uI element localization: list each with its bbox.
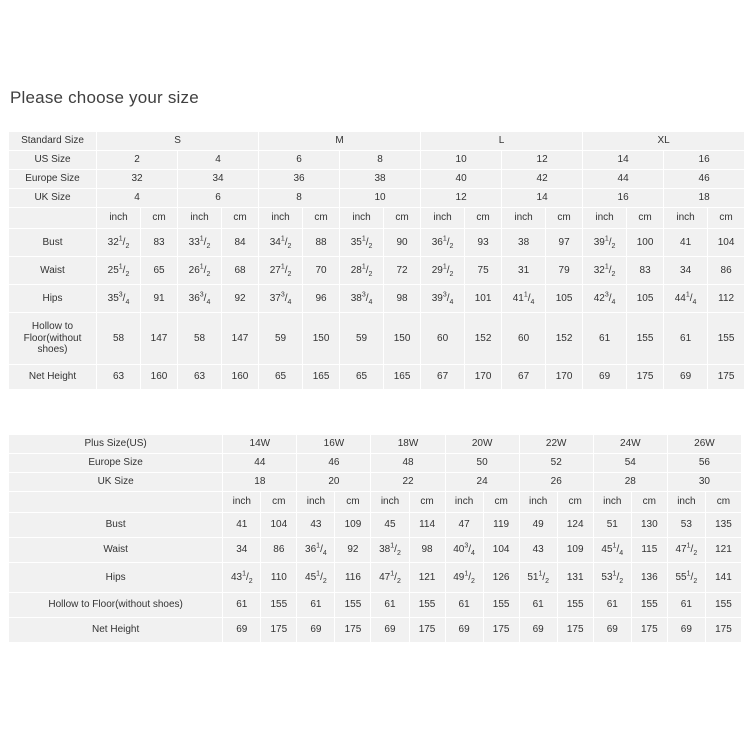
table-row <box>9 208 745 229</box>
waist-inch-cell: $25^1/_2$ <box>97 257 141 285</box>
plus-size-cell: 14W <box>223 435 297 454</box>
hollow-inch-cell: 58 <box>97 313 141 365</box>
bust-cm-cell: 84 <box>222 229 259 257</box>
net-height-inch-cell: 69 <box>667 618 705 643</box>
bust-cm-cell: 90 <box>384 229 421 257</box>
table-row <box>9 229 745 257</box>
table-row <box>9 170 745 189</box>
table-row <box>9 563 742 593</box>
unit-cell: cm <box>546 208 583 229</box>
uk-size-cell: 22 <box>371 473 445 492</box>
unit-cell: cm <box>631 492 667 513</box>
row-label-uk-size: UK Size <box>9 473 223 492</box>
unit-cell: inch <box>502 208 546 229</box>
europe-size-cell: 44 <box>583 170 664 189</box>
row-label-europe-size: Europe Size <box>9 170 97 189</box>
hips-inch-cell: $43^1/_2$ <box>223 563 261 593</box>
row-label-hollow-to-floor: Hollow to Floor(without shoes) <box>9 313 97 365</box>
net-height-cm-cell: 160 <box>141 365 178 390</box>
unit-cell: inch <box>297 492 335 513</box>
unit-cell: inch <box>519 492 557 513</box>
unit-cell: inch <box>445 492 483 513</box>
table-row <box>9 365 745 390</box>
bust-inch-cell: 45 <box>371 513 409 538</box>
hips-inch-cell: $36^3/_4$ <box>178 285 222 313</box>
row-label-hollow-to-floor: Hollow to Floor(without shoes) <box>9 593 223 618</box>
row-label-standard-size: Standard Size <box>9 132 97 151</box>
uk-size-cell: 30 <box>667 473 741 492</box>
uk-size-cell: 18 <box>664 189 745 208</box>
waist-inch-cell: $40^3/_4$ <box>445 538 483 563</box>
bust-inch-cell: 41 <box>664 229 708 257</box>
net-height-cm-cell: 175 <box>708 365 745 390</box>
net-height-cm-cell: 170 <box>465 365 502 390</box>
net-height-inch-cell: 65 <box>340 365 384 390</box>
waist-cm-cell: 115 <box>631 538 667 563</box>
us-size-cell: 14 <box>583 151 664 170</box>
table-row <box>9 285 745 313</box>
hips-cm-cell: 105 <box>546 285 583 313</box>
uk-size-cell: 16 <box>583 189 664 208</box>
europe-size-cell: 42 <box>502 170 583 189</box>
europe-size-cell: 38 <box>340 170 421 189</box>
hips-cm-cell: 92 <box>222 285 259 313</box>
plus-size-cell: 26W <box>667 435 741 454</box>
hips-cm-cell: 112 <box>708 285 745 313</box>
row-label-net-height: Net Height <box>9 618 223 643</box>
size-group-xl: XL <box>583 132 745 151</box>
net-height-cm-cell: 175 <box>627 365 664 390</box>
hollow-inch-cell: 61 <box>664 313 708 365</box>
net-height-cm-cell: 165 <box>303 365 340 390</box>
hips-inch-cell: $37^3/_4$ <box>259 285 303 313</box>
hollow-cm-cell: 155 <box>557 593 593 618</box>
unit-cell: cm <box>409 492 445 513</box>
uk-size-cell: 14 <box>502 189 583 208</box>
hips-inch-cell: $44^1/_4$ <box>664 285 708 313</box>
bust-cm-cell: 88 <box>303 229 340 257</box>
waist-inch-cell: 31 <box>502 257 546 285</box>
net-height-inch-cell: 63 <box>178 365 222 390</box>
net-height-inch-cell: 69 <box>593 618 631 643</box>
unit-cell: cm <box>384 208 421 229</box>
europe-size-cell: 56 <box>667 454 741 473</box>
waist-cm-cell: 109 <box>557 538 593 563</box>
row-label-net-height: Net Height <box>9 365 97 390</box>
unit-cell: inch <box>223 492 261 513</box>
hollow-inch-cell: 61 <box>593 593 631 618</box>
unit-row-spacer <box>9 208 97 229</box>
waist-cm-cell: 121 <box>705 538 741 563</box>
hollow-inch-cell: 60 <box>502 313 546 365</box>
hollow-inch-cell: 61 <box>297 593 335 618</box>
net-height-cm-cell: 175 <box>483 618 519 643</box>
hips-cm-cell: 136 <box>631 563 667 593</box>
hips-inch-cell: $41^1/_4$ <box>502 285 546 313</box>
table-row <box>9 189 745 208</box>
unit-cell: cm <box>222 208 259 229</box>
table-row <box>9 492 742 513</box>
us-size-cell: 16 <box>664 151 745 170</box>
net-height-inch-cell: 69 <box>445 618 483 643</box>
net-height-inch-cell: 67 <box>421 365 465 390</box>
plus-size-table <box>8 434 742 643</box>
uk-size-cell: 8 <box>259 189 340 208</box>
size-group-m: M <box>259 132 421 151</box>
table-row <box>9 473 742 492</box>
table-row <box>9 538 742 563</box>
hips-inch-cell: $49^1/_2$ <box>445 563 483 593</box>
unit-cell: inch <box>664 208 708 229</box>
waist-inch-cell: $47^1/_2$ <box>667 538 705 563</box>
unit-cell: cm <box>705 492 741 513</box>
waist-inch-cell: $38^1/_2$ <box>371 538 409 563</box>
us-size-cell: 6 <box>259 151 340 170</box>
bust-cm-cell: 135 <box>705 513 741 538</box>
waist-cm-cell: 104 <box>483 538 519 563</box>
unit-cell: inch <box>340 208 384 229</box>
row-label-bust: Bust <box>9 229 97 257</box>
unit-cell: cm <box>141 208 178 229</box>
net-height-inch-cell: 67 <box>502 365 546 390</box>
row-label-bust: Bust <box>9 513 223 538</box>
bust-inch-cell: $33^1/_2$ <box>178 229 222 257</box>
unit-cell: inch <box>583 208 627 229</box>
table-row <box>9 257 745 285</box>
hollow-cm-cell: 155 <box>705 593 741 618</box>
net-height-cm-cell: 175 <box>409 618 445 643</box>
row-label-hips: Hips <box>9 563 223 593</box>
net-height-cm-cell: 175 <box>261 618 297 643</box>
table-row <box>9 132 745 151</box>
waist-cm-cell: 92 <box>335 538 371 563</box>
waist-inch-cell: 34 <box>664 257 708 285</box>
europe-size-cell: 46 <box>664 170 745 189</box>
hollow-cm-cell: 150 <box>303 313 340 365</box>
europe-size-cell: 46 <box>297 454 371 473</box>
waist-cm-cell: 86 <box>708 257 745 285</box>
europe-size-cell: 32 <box>97 170 178 189</box>
bust-inch-cell: 53 <box>667 513 705 538</box>
hollow-cm-cell: 152 <box>546 313 583 365</box>
hips-inch-cell: $51^1/_2$ <box>519 563 557 593</box>
bust-inch-cell: 47 <box>445 513 483 538</box>
unit-row-spacer <box>9 492 223 513</box>
hips-cm-cell: 101 <box>465 285 502 313</box>
hollow-cm-cell: 155 <box>409 593 445 618</box>
europe-size-cell: 54 <box>593 454 667 473</box>
bust-cm-cell: 130 <box>631 513 667 538</box>
us-size-cell: 10 <box>421 151 502 170</box>
bust-inch-cell: 43 <box>297 513 335 538</box>
europe-size-cell: 36 <box>259 170 340 189</box>
bust-cm-cell: 100 <box>627 229 664 257</box>
uk-size-cell: 12 <box>421 189 502 208</box>
net-height-cm-cell: 175 <box>335 618 371 643</box>
bust-inch-cell: 51 <box>593 513 631 538</box>
hips-cm-cell: 141 <box>705 563 741 593</box>
unit-cell: inch <box>667 492 705 513</box>
hips-cm-cell: 126 <box>483 563 519 593</box>
hips-cm-cell: 131 <box>557 563 593 593</box>
plus-size-cell: 20W <box>445 435 519 454</box>
net-height-cm-cell: 160 <box>222 365 259 390</box>
waist-inch-cell: 34 <box>223 538 261 563</box>
size-group-l: L <box>421 132 583 151</box>
net-height-inch-cell: 69 <box>664 365 708 390</box>
waist-cm-cell: 83 <box>627 257 664 285</box>
bust-cm-cell: 104 <box>261 513 297 538</box>
unit-cell: cm <box>303 208 340 229</box>
hollow-cm-cell: 155 <box>483 593 519 618</box>
hollow-cm-cell: 155 <box>627 313 664 365</box>
unit-cell: inch <box>97 208 141 229</box>
page-title: Please choose your size <box>10 88 199 107</box>
hollow-inch-cell: 61 <box>583 313 627 365</box>
net-height-cm-cell: 165 <box>384 365 421 390</box>
unit-cell: cm <box>557 492 593 513</box>
uk-size-cell: 4 <box>97 189 178 208</box>
unit-cell: inch <box>371 492 409 513</box>
net-height-inch-cell: 69 <box>223 618 261 643</box>
us-size-cell: 4 <box>178 151 259 170</box>
waist-inch-cell: $27^1/_2$ <box>259 257 303 285</box>
hips-inch-cell: $47^1/_2$ <box>371 563 409 593</box>
bust-cm-cell: 104 <box>708 229 745 257</box>
net-height-cm-cell: 175 <box>705 618 741 643</box>
unit-cell: cm <box>335 492 371 513</box>
row-label-hips: Hips <box>9 285 97 313</box>
uk-size-cell: 20 <box>297 473 371 492</box>
unit-cell: cm <box>483 492 519 513</box>
us-size-cell: 2 <box>97 151 178 170</box>
waist-cm-cell: 98 <box>409 538 445 563</box>
unit-cell: inch <box>178 208 222 229</box>
waist-inch-cell: $26^1/_2$ <box>178 257 222 285</box>
europe-size-cell: 50 <box>445 454 519 473</box>
hips-cm-cell: 91 <box>141 285 178 313</box>
hips-cm-cell: 121 <box>409 563 445 593</box>
plus-size-cell: 24W <box>593 435 667 454</box>
hollow-cm-cell: 147 <box>222 313 259 365</box>
table-row <box>9 618 742 643</box>
bust-inch-cell: 38 <box>502 229 546 257</box>
europe-size-cell: 48 <box>371 454 445 473</box>
hollow-inch-cell: 61 <box>519 593 557 618</box>
waist-inch-cell: $45^1/_4$ <box>593 538 631 563</box>
waist-inch-cell: 43 <box>519 538 557 563</box>
table-row <box>9 593 742 618</box>
us-size-cell: 8 <box>340 151 421 170</box>
unit-cell: inch <box>421 208 465 229</box>
uk-size-cell: 24 <box>445 473 519 492</box>
waist-cm-cell: 72 <box>384 257 421 285</box>
net-height-cm-cell: 175 <box>631 618 667 643</box>
unit-cell: cm <box>261 492 297 513</box>
net-height-cm-cell: 175 <box>557 618 593 643</box>
hips-cm-cell: 116 <box>335 563 371 593</box>
bust-inch-cell: $39^1/_2$ <box>583 229 627 257</box>
waist-inch-cell: $29^1/_2$ <box>421 257 465 285</box>
hollow-inch-cell: 61 <box>371 593 409 618</box>
hips-inch-cell: $53^1/_2$ <box>593 563 631 593</box>
size-group-s: S <box>97 132 259 151</box>
europe-size-cell: 44 <box>223 454 297 473</box>
hollow-inch-cell: 59 <box>259 313 303 365</box>
unit-cell: cm <box>708 208 745 229</box>
hollow-inch-cell: 58 <box>178 313 222 365</box>
hips-inch-cell: $38^3/_4$ <box>340 285 384 313</box>
bust-inch-cell: 41 <box>223 513 261 538</box>
bust-cm-cell: 83 <box>141 229 178 257</box>
unit-cell: inch <box>259 208 303 229</box>
bust-cm-cell: 124 <box>557 513 593 538</box>
waist-cm-cell: 79 <box>546 257 583 285</box>
uk-size-cell: 18 <box>223 473 297 492</box>
plus-size-cell: 16W <box>297 435 371 454</box>
waist-inch-cell: $36^1/_4$ <box>297 538 335 563</box>
hollow-inch-cell: 61 <box>223 593 261 618</box>
waist-inch-cell: $32^1/_2$ <box>583 257 627 285</box>
plus-size-cell: 22W <box>519 435 593 454</box>
net-height-inch-cell: 69 <box>583 365 627 390</box>
waist-cm-cell: 75 <box>465 257 502 285</box>
standard-size-table <box>8 131 745 390</box>
waist-cm-cell: 86 <box>261 538 297 563</box>
net-height-cm-cell: 170 <box>546 365 583 390</box>
hips-inch-cell: $45^1/_2$ <box>297 563 335 593</box>
plus-size-cell: 18W <box>371 435 445 454</box>
bust-inch-cell: 49 <box>519 513 557 538</box>
table-row <box>9 435 742 454</box>
net-height-inch-cell: 69 <box>371 618 409 643</box>
hollow-cm-cell: 152 <box>465 313 502 365</box>
net-height-inch-cell: 69 <box>519 618 557 643</box>
table-row <box>9 313 745 365</box>
row-label-us-size: US Size <box>9 151 97 170</box>
hollow-cm-cell: 147 <box>141 313 178 365</box>
unit-cell: cm <box>627 208 664 229</box>
hips-inch-cell: $42^3/_4$ <box>583 285 627 313</box>
hollow-inch-cell: 61 <box>445 593 483 618</box>
row-label-plus-size: Plus Size(US) <box>9 435 223 454</box>
hollow-inch-cell: 60 <box>421 313 465 365</box>
hollow-cm-cell: 155 <box>335 593 371 618</box>
hollow-inch-cell: 59 <box>340 313 384 365</box>
bust-inch-cell: $34^1/_2$ <box>259 229 303 257</box>
table-row <box>9 513 742 538</box>
europe-size-cell: 34 <box>178 170 259 189</box>
bust-cm-cell: 97 <box>546 229 583 257</box>
hips-cm-cell: 98 <box>384 285 421 313</box>
unit-cell: cm <box>465 208 502 229</box>
waist-inch-cell: $28^1/_2$ <box>340 257 384 285</box>
waist-cm-cell: 70 <box>303 257 340 285</box>
row-label-europe-size: Europe Size <box>9 454 223 473</box>
uk-size-cell: 10 <box>340 189 421 208</box>
europe-size-cell: 40 <box>421 170 502 189</box>
hips-inch-cell: $35^3/_4$ <box>97 285 141 313</box>
waist-cm-cell: 65 <box>141 257 178 285</box>
net-height-inch-cell: 63 <box>97 365 141 390</box>
hollow-cm-cell: 155 <box>708 313 745 365</box>
table-row <box>9 454 742 473</box>
hips-cm-cell: 105 <box>627 285 664 313</box>
us-size-cell: 12 <box>502 151 583 170</box>
hollow-cm-cell: 155 <box>631 593 667 618</box>
bust-cm-cell: 109 <box>335 513 371 538</box>
row-label-waist: Waist <box>9 257 97 285</box>
bust-cm-cell: 93 <box>465 229 502 257</box>
hollow-cm-cell: 150 <box>384 313 421 365</box>
bust-cm-cell: 119 <box>483 513 519 538</box>
uk-size-cell: 28 <box>593 473 667 492</box>
hips-inch-cell: $55^1/_2$ <box>667 563 705 593</box>
hips-inch-cell: $39^3/_4$ <box>421 285 465 313</box>
unit-cell: inch <box>593 492 631 513</box>
bust-cm-cell: 114 <box>409 513 445 538</box>
uk-size-cell: 6 <box>178 189 259 208</box>
bust-inch-cell: $35^1/_2$ <box>340 229 384 257</box>
net-height-inch-cell: 65 <box>259 365 303 390</box>
row-label-waist: Waist <box>9 538 223 563</box>
row-label-uk-size: UK Size <box>9 189 97 208</box>
hips-cm-cell: 110 <box>261 563 297 593</box>
hips-cm-cell: 96 <box>303 285 340 313</box>
hollow-cm-cell: 155 <box>261 593 297 618</box>
net-height-inch-cell: 69 <box>297 618 335 643</box>
hollow-inch-cell: 61 <box>667 593 705 618</box>
bust-inch-cell: $32^1/_2$ <box>97 229 141 257</box>
table-row <box>9 151 745 170</box>
bust-inch-cell: $36^1/_2$ <box>421 229 465 257</box>
uk-size-cell: 26 <box>519 473 593 492</box>
waist-cm-cell: 68 <box>222 257 259 285</box>
europe-size-cell: 52 <box>519 454 593 473</box>
